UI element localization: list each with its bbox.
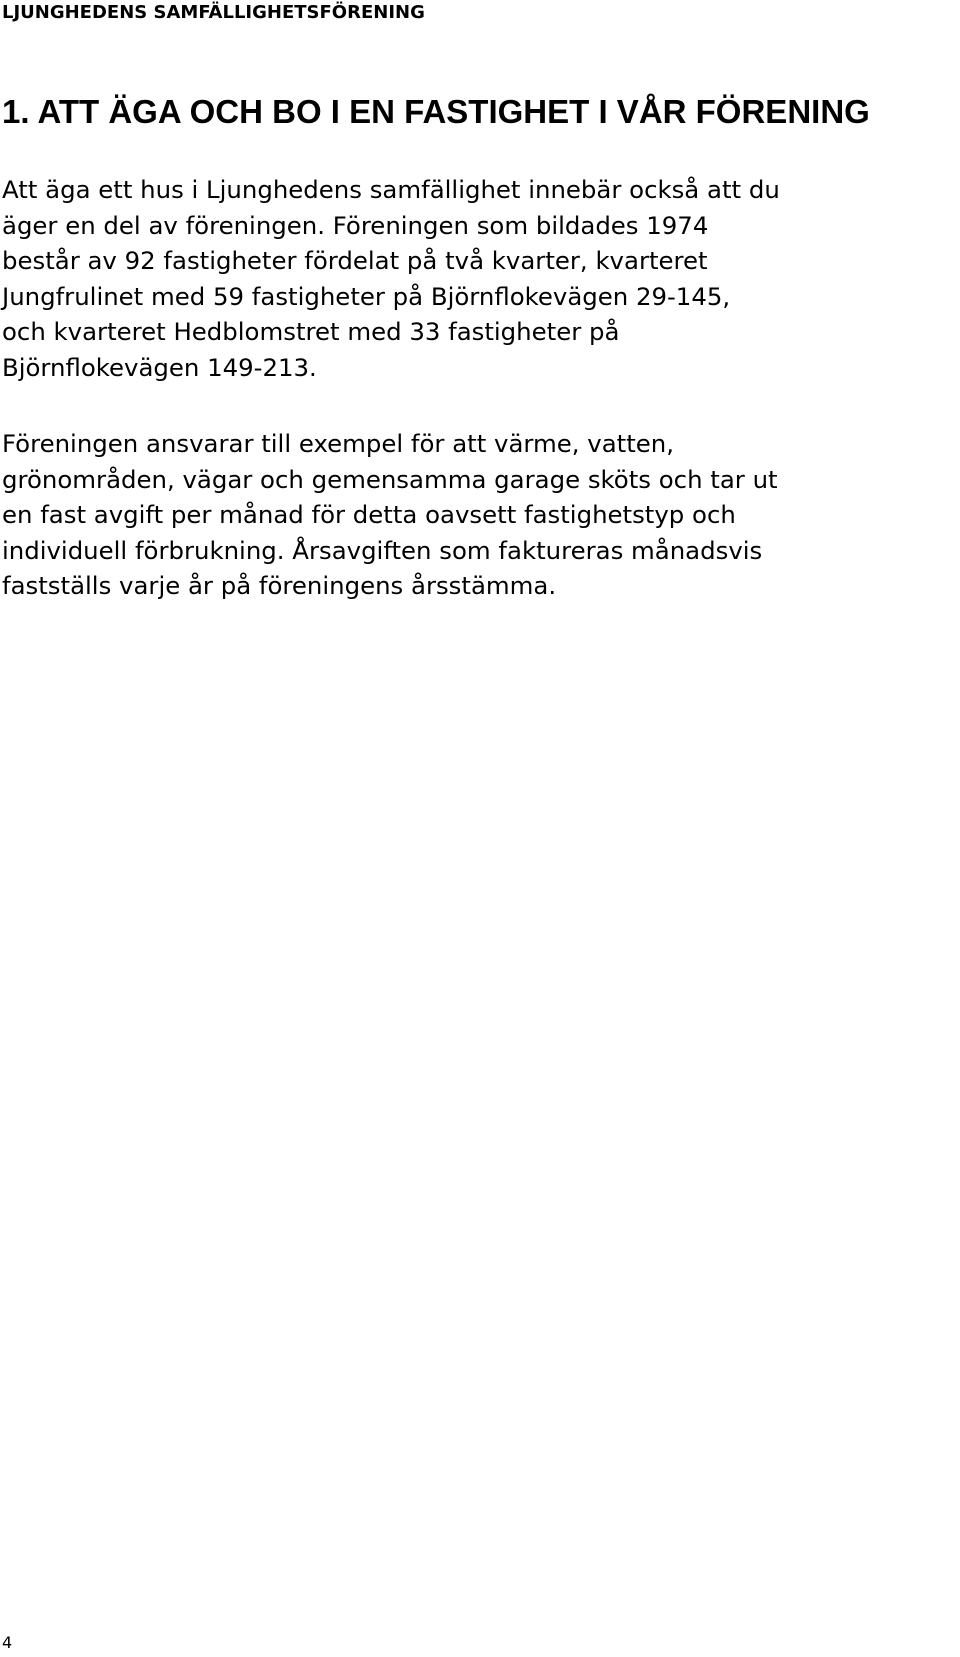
section-title: 1. ATT ÄGA OCH BO I EN FASTIGHET I VÅR FÖRENING (2, 93, 870, 130)
paragraph-line: och kvarteret Hedblomstret med 33 fastigheter på (2, 317, 620, 346)
page-number: 4 (2, 1633, 13, 1652)
paragraph-line: består av 92 fastigheter fördelat på två kvarter, kvarteret (2, 246, 708, 275)
running-header: LJUNGHEDENS SAMFÄLLIGHETSFÖRENING (2, 2, 425, 23)
paragraph-responsibilities (2, 426, 952, 604)
paragraph-line: Att äga ett hus i Ljunghedens samfällighet innebär också att du (2, 175, 780, 204)
paragraph-line: individuell förbrukning. Årsavgiften som faktureras månadsvis (2, 535, 763, 565)
paragraph-line: äger en del av föreningen. Föreningen som bildades 1974 (2, 210, 709, 240)
paragraph-line: Föreningen ansvarar till exempel för att värme, vatten, (2, 429, 675, 458)
paragraph-line: grönområden, vägar och gemensamma garage sköts och tar ut (2, 464, 778, 494)
paragraph-line: Jungfrulinet med 59 fastigheter på Björnflokevägen 29-145, (2, 281, 731, 311)
paragraph-ownership (2, 172, 952, 385)
paragraph-line: Björnflokevägen 149-213. (2, 352, 317, 382)
paragraph-line: fastställs varje år på föreningens årsstämma. (2, 571, 557, 600)
paragraph-line: en fast avgift per månad för detta oavsett fastighetstyp och (2, 500, 736, 529)
